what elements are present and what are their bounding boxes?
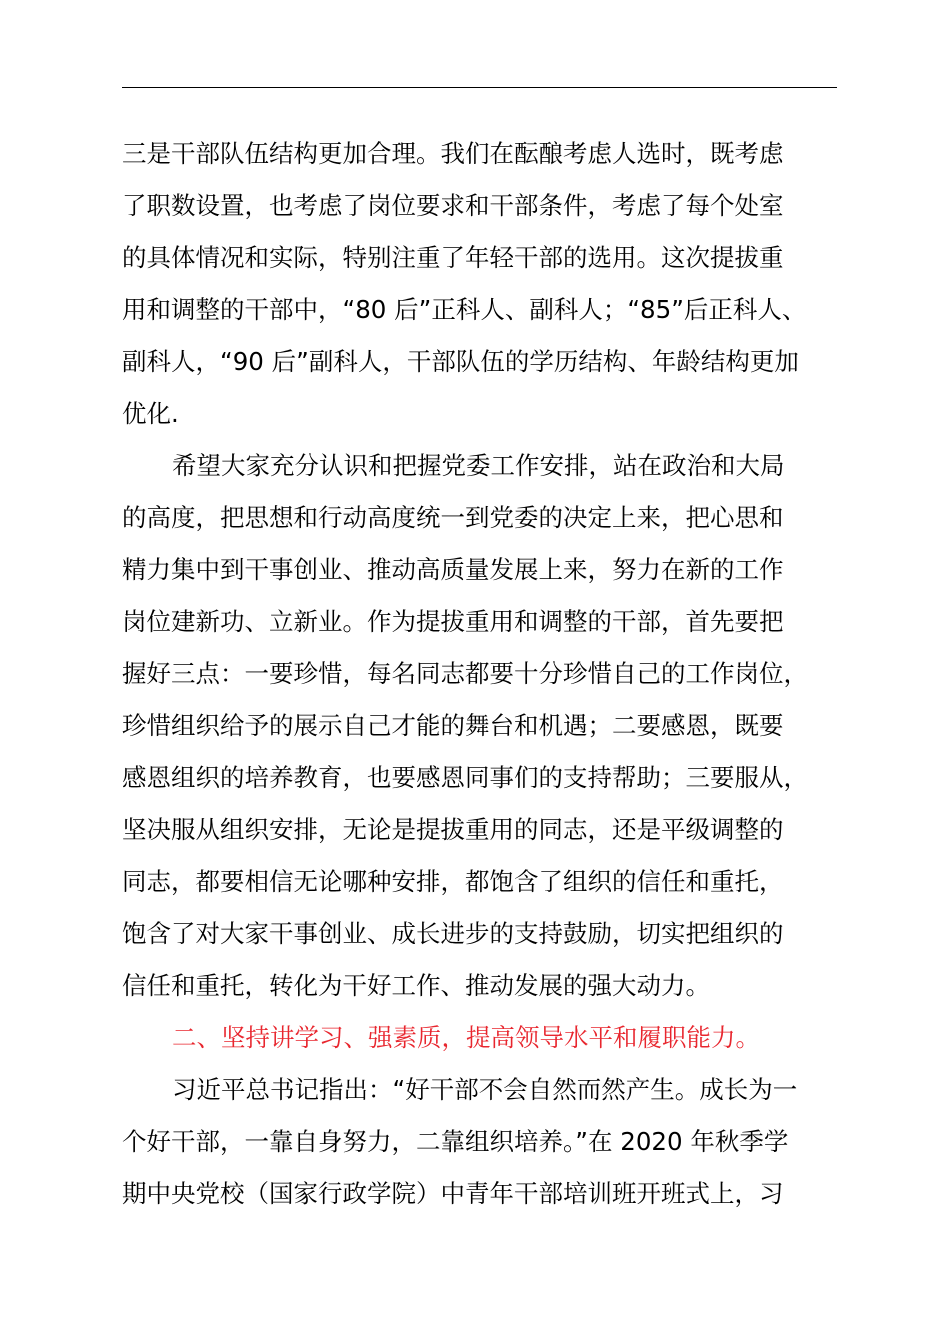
section-heading: 二、坚持讲学习、强素质，提高领导水平和履职能力。 [172,1023,760,1052]
body-text [122,128,858,1220]
text-line: 同志，都要相信无论哪种安排，都饱含了组织的信任和重托， [122,867,784,896]
text-line: 用和调整的干部中，“80 后”正科人、副科人；“85”后正科人、 [122,295,807,324]
text-line: 希望大家充分认识和把握党委工作安排，站在政治和大局 [172,451,785,480]
text-line: 副科人，“90 后”副科人，干部队伍的学历结构、年龄结构更加 [122,347,799,376]
text-line: 感恩组织的培养教育，也要感恩同事们的支持帮助；三要服从， [122,763,808,792]
header-rule [122,87,837,88]
text-line: 了职数设置，也考虑了岗位要求和干部条件，考虑了每个处室 [122,191,784,220]
text-line: 岗位建新功、立新业。作为提拔重用和调整的干部，首先要把 [122,607,784,636]
text-line: 握好三点：一要珍惜，每名同志都要十分珍惜自己的工作岗位， [122,659,808,688]
text-line: 的具体情况和实际，特别注重了年轻干部的选用。这次提拔重 [122,243,784,272]
text-line: 信任和重托，转化为干好工作、推动发展的强大动力。 [122,971,710,1000]
text-line: 三是干部队伍结构更加合理。我们在酝酿考虑人选时，既考虑 [122,139,784,168]
text-line: 坚决服从组织安排，无论是提拔重用的同志，还是平级调整的 [122,815,784,844]
text-line: 习近平总书记指出：“好干部不会自然而然产生。成长为一 [172,1075,798,1104]
text-line: 精力集中到干事创业、推动高质量发展上来，努力在新的工作 [122,555,784,584]
text-line: 期中央党校（国家行政学院）中青年干部培训班开班式上，习 [122,1179,784,1208]
text-line: 的高度，把思想和行动高度统一到党委的决定上来，把心思和 [122,503,784,532]
text-line: 个好干部，一靠自身努力，二靠组织培养。”在 2020 年秋季学 [122,1127,789,1156]
text-line: 珍惜组织给予的展示自己才能的舞台和机遇；二要感恩，既要 [122,711,784,740]
text-line: 饱含了对大家干事创业、成长进步的支持鼓励，切实把组织的 [122,919,784,948]
text-line: 优化. [122,399,179,428]
